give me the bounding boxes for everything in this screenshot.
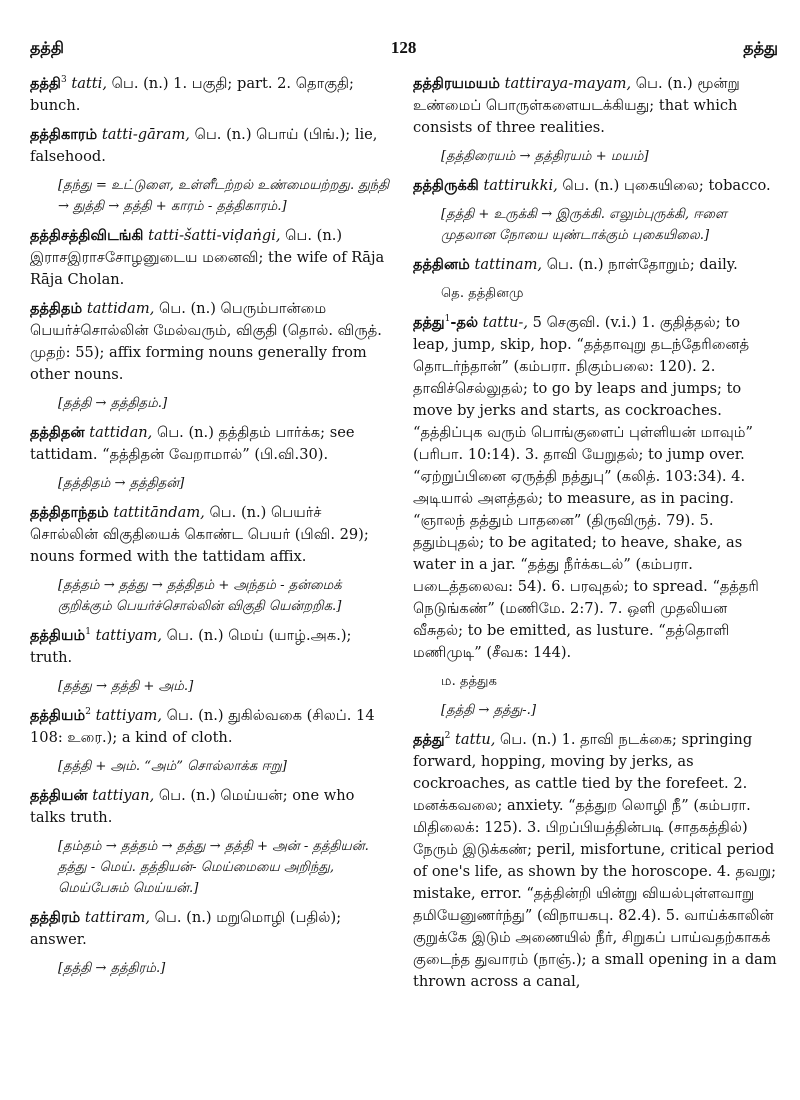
etymology-note: [தத்திதம் → தத்திதன்] bbox=[58, 476, 185, 491]
transliteration: tattu, bbox=[455, 731, 496, 748]
entry bbox=[30, 625, 392, 669]
transliteration: tattidan, bbox=[89, 424, 153, 441]
definition: பெ. (n.) மெய்யன்; one who talks truth. bbox=[30, 787, 355, 826]
left-column bbox=[30, 73, 392, 1000]
definition: பெ. (n.) புகையிலை; tobacco. bbox=[557, 177, 771, 194]
definition: பெ. (n.) துகில்வகை (சிலப். 14 108: உரை.); a kind of cloth. bbox=[30, 707, 375, 746]
definition: பெ. (n.) பொய் (பிங்.); lie, falsehood. bbox=[30, 126, 378, 165]
definition: 5 செகுவி. (v.i.) 1. குதித்தல்; to leap, jump, skip, hop. “தத்தாவுறு தடந்தேரினைத் தொடர்ந்தான்” (கம்பரா. நிகும்பலை: 120). 2. தாவிச்செல்லுதல்; to go by leaps and jumps; to move by jerks and starts, as cockroaches. “தத்திப்புக வரும் பொங்குளைப் புள்ளியன் மாவும்” (பரிபா. 10:14). 3. தாவி யேறுதல்; to jump over. “ஏற்றுப்பினை ஏருத்தி நத்துபு” (கலித். 103:34). 4. அடியால் அளத்தல்; to measure, as in pacing. “ஞாலந் தத்தும் பாதனை” (திருவிருத். 79). 5. ததும்புதல்; to be agitated; to heave, shake, as water in a jar. “தத்து நீர்க்கடல்” (கம்பரா. படைத்தலைவ: 54). 6. பரவுதல்; to spread. “தத்தரி நெடுங்கண்” (மணிமே. 2:7). 7. ஒளி முதலியன வீசுதல்; to be emitted, as lusture. “தத்தொளி மணிமுடி” (சீவக: 144). bbox=[413, 314, 759, 661]
headword-suffix: -தல் bbox=[450, 314, 479, 331]
etymology-note: [தத்தி + அம். “அம்” சொல்லாக்க ஈறு] bbox=[58, 759, 287, 774]
definition: பெ. (n.) பெரும்பான்மை பெயர்ச்சொல்லின் மேல்வரும், விகுதி (தொல். விருத். முதற்: 55); affix forming nouns generally from other nouns. bbox=[30, 300, 382, 383]
etymology-note: [தத்தி → தத்திதம்.] bbox=[58, 396, 168, 411]
transliteration: tatti-šatti-viḍaṅgi, bbox=[148, 227, 281, 244]
definition: பெ. (n.) பெயர்ச் சொல்லின் விகுதியைக் கொண்ட பெயர் (பிவி. 29); nouns formed with the tattidam affix. bbox=[30, 504, 369, 565]
definition: பெ. (n.) 1. தாவி நடக்கை; springing forward, hopping, moving by jerks, as cockroaches, as cattle tied by the forefeet. 2. மனக்கவலை; anxiety. “தத்துற லொழி நீ” (கம்பரா. மிதிலைக்: 125). 3. பிறப்பியத்தின்படி (சாதகத்தில்) நேரும் இடுக்கண்; peril, misfortune, critical period of one's life, as shown by the horoscope. 4. தவறு; mistake, error. “தத்தின்றி யின்று வியல்புள்ளவாறு தமியேனுணர்ந்து” (விநாயகபு. 82.4). 5. வாய்க்காலின் குறுக்கே இடும் அணையில் நீர், சிறுகப் பாய்வதற்காகக் குடைந்த துவாரம் (நாஞ்.); a small opening in a dam thrown across a canal, bbox=[413, 731, 777, 990]
etymology-note: [தத்தி → தத்திரம்.] bbox=[58, 961, 166, 976]
transliteration: tattiyan, bbox=[92, 787, 155, 804]
etymology-note: [தம்தம் → தத்தம் → தத்து → தத்தி + அன் - தத்தியன். தத்து - மெய். தத்தியன்- மெய்மையை அறிந்து, மெய்பேசும் மெய்யன்.] bbox=[58, 839, 369, 896]
etymology-note: [தத்து → தத்தி + அம்.] bbox=[58, 679, 194, 694]
headword: தத்திரம் bbox=[30, 909, 81, 926]
homonym-number: 2 bbox=[85, 707, 91, 718]
transliteration: tattu-, bbox=[482, 314, 528, 331]
etymology-note: [தத்தம் → தத்து → தத்திதம் + அந்தம் - தன்மைக் குறிக்கும் பெயர்ச்சொல்லின் விகுதி யென்றறிக.] bbox=[58, 578, 342, 614]
headword: தத்து bbox=[413, 731, 445, 748]
transliteration: tatti-gāram, bbox=[101, 126, 190, 143]
etymology-note: [தந்து = உட்டுளை, உள்ளீடற்றல் உண்மையற்றது. துந்தி → துத்தி → தத்தி + காரம் - தத்திகாரம்.] bbox=[58, 178, 390, 214]
transliteration: tattiraya-mayam, bbox=[504, 75, 632, 92]
right-guide-word: தத்து bbox=[743, 38, 778, 57]
entry bbox=[30, 502, 392, 568]
definition: பெ. (n.) தத்திதம் பார்க்க; see tattidam. “தத்திதன் வேறாமால்” (பி.வி.30). bbox=[30, 424, 355, 463]
headword: தத்தியம் bbox=[30, 707, 86, 724]
headword: தத்தி bbox=[30, 75, 61, 92]
definition: பெ. (n.) நாள்தோறும்; daily. bbox=[542, 256, 738, 273]
page-number: 128 bbox=[390, 38, 417, 57]
homonym-number: 1 bbox=[444, 314, 451, 325]
headword: தத்திகாரம் bbox=[30, 126, 98, 143]
etymology-note: [தத்தி → தத்து-.] bbox=[441, 703, 536, 718]
headword: தத்திசத்திவிடங்கி bbox=[30, 227, 144, 244]
entry bbox=[30, 422, 392, 466]
headword: தத்திதாந்தம் bbox=[30, 504, 109, 521]
transliteration: tatti, bbox=[71, 75, 107, 92]
entry bbox=[30, 785, 392, 829]
definition: பெ. (n.) இராசஇராசசோழனுடைய மனைவி; the wife of Rāja Rāja Cholan. bbox=[30, 227, 385, 288]
definition: பெ. (n.) மெய் (யாழ்.அக.); truth. bbox=[30, 627, 352, 666]
headword: தத்தியம் bbox=[30, 627, 86, 644]
headword: தத்து bbox=[413, 314, 445, 331]
definition: பெ. (n.) மறுமொழி (பதில்); answer. bbox=[30, 909, 342, 948]
entry bbox=[30, 705, 392, 749]
headword: தத்திதம் bbox=[30, 300, 83, 317]
right-column bbox=[413, 73, 778, 1000]
transliteration: tattiyam, bbox=[95, 707, 162, 724]
entry bbox=[30, 907, 392, 951]
homonym-number: 1 bbox=[85, 627, 91, 638]
headword: தத்தினம் bbox=[413, 256, 470, 273]
cognate-note: ம. தத்துக bbox=[441, 674, 498, 689]
entry bbox=[413, 729, 778, 993]
homonym-number: 2 bbox=[444, 731, 451, 742]
headword: தத்திருக்கி bbox=[413, 177, 479, 194]
headword: தத்திரயமயம் bbox=[413, 75, 501, 92]
transliteration: tattinam, bbox=[474, 256, 543, 273]
transliteration: tattiram, bbox=[84, 909, 151, 926]
headword: தத்தியன் bbox=[30, 787, 88, 804]
etymology-note: [தத்தி + உருக்கி → இருக்கி. எலும்புருக்கி, ஈளை முதலான நோயை யுண்டாக்கும் புகையிலை.] bbox=[441, 207, 727, 243]
homonym-number: 3 bbox=[60, 75, 67, 86]
etymology-note: [தத்திரையம் → தத்திரயம் + மயம்] bbox=[441, 149, 649, 164]
entry bbox=[30, 298, 392, 386]
entry bbox=[413, 73, 778, 139]
left-guide-word: தத்தி bbox=[30, 38, 64, 57]
entry bbox=[30, 124, 392, 168]
entry bbox=[413, 254, 778, 276]
definition: பெ. (n.) மூன்று உண்மைப் பொருள்களையடக்கியது; that which consists of three realities. bbox=[413, 75, 740, 136]
transliteration: tattiyam, bbox=[95, 627, 162, 644]
transliteration: tattidam, bbox=[86, 300, 155, 317]
entry bbox=[30, 73, 392, 117]
headword: தத்திதன் bbox=[30, 424, 85, 441]
transliteration: tattitāndam, bbox=[113, 504, 205, 521]
entry bbox=[413, 312, 778, 664]
entry bbox=[30, 225, 392, 291]
cognate-note: தெ. தத்தினமு bbox=[441, 286, 524, 301]
page-header bbox=[30, 38, 778, 59]
entry bbox=[413, 175, 778, 197]
definition: பெ. (n.) 1. பகுதி; part. 2. தொகுதி; bunch. bbox=[30, 75, 354, 114]
transliteration: tattirukki, bbox=[483, 177, 558, 194]
